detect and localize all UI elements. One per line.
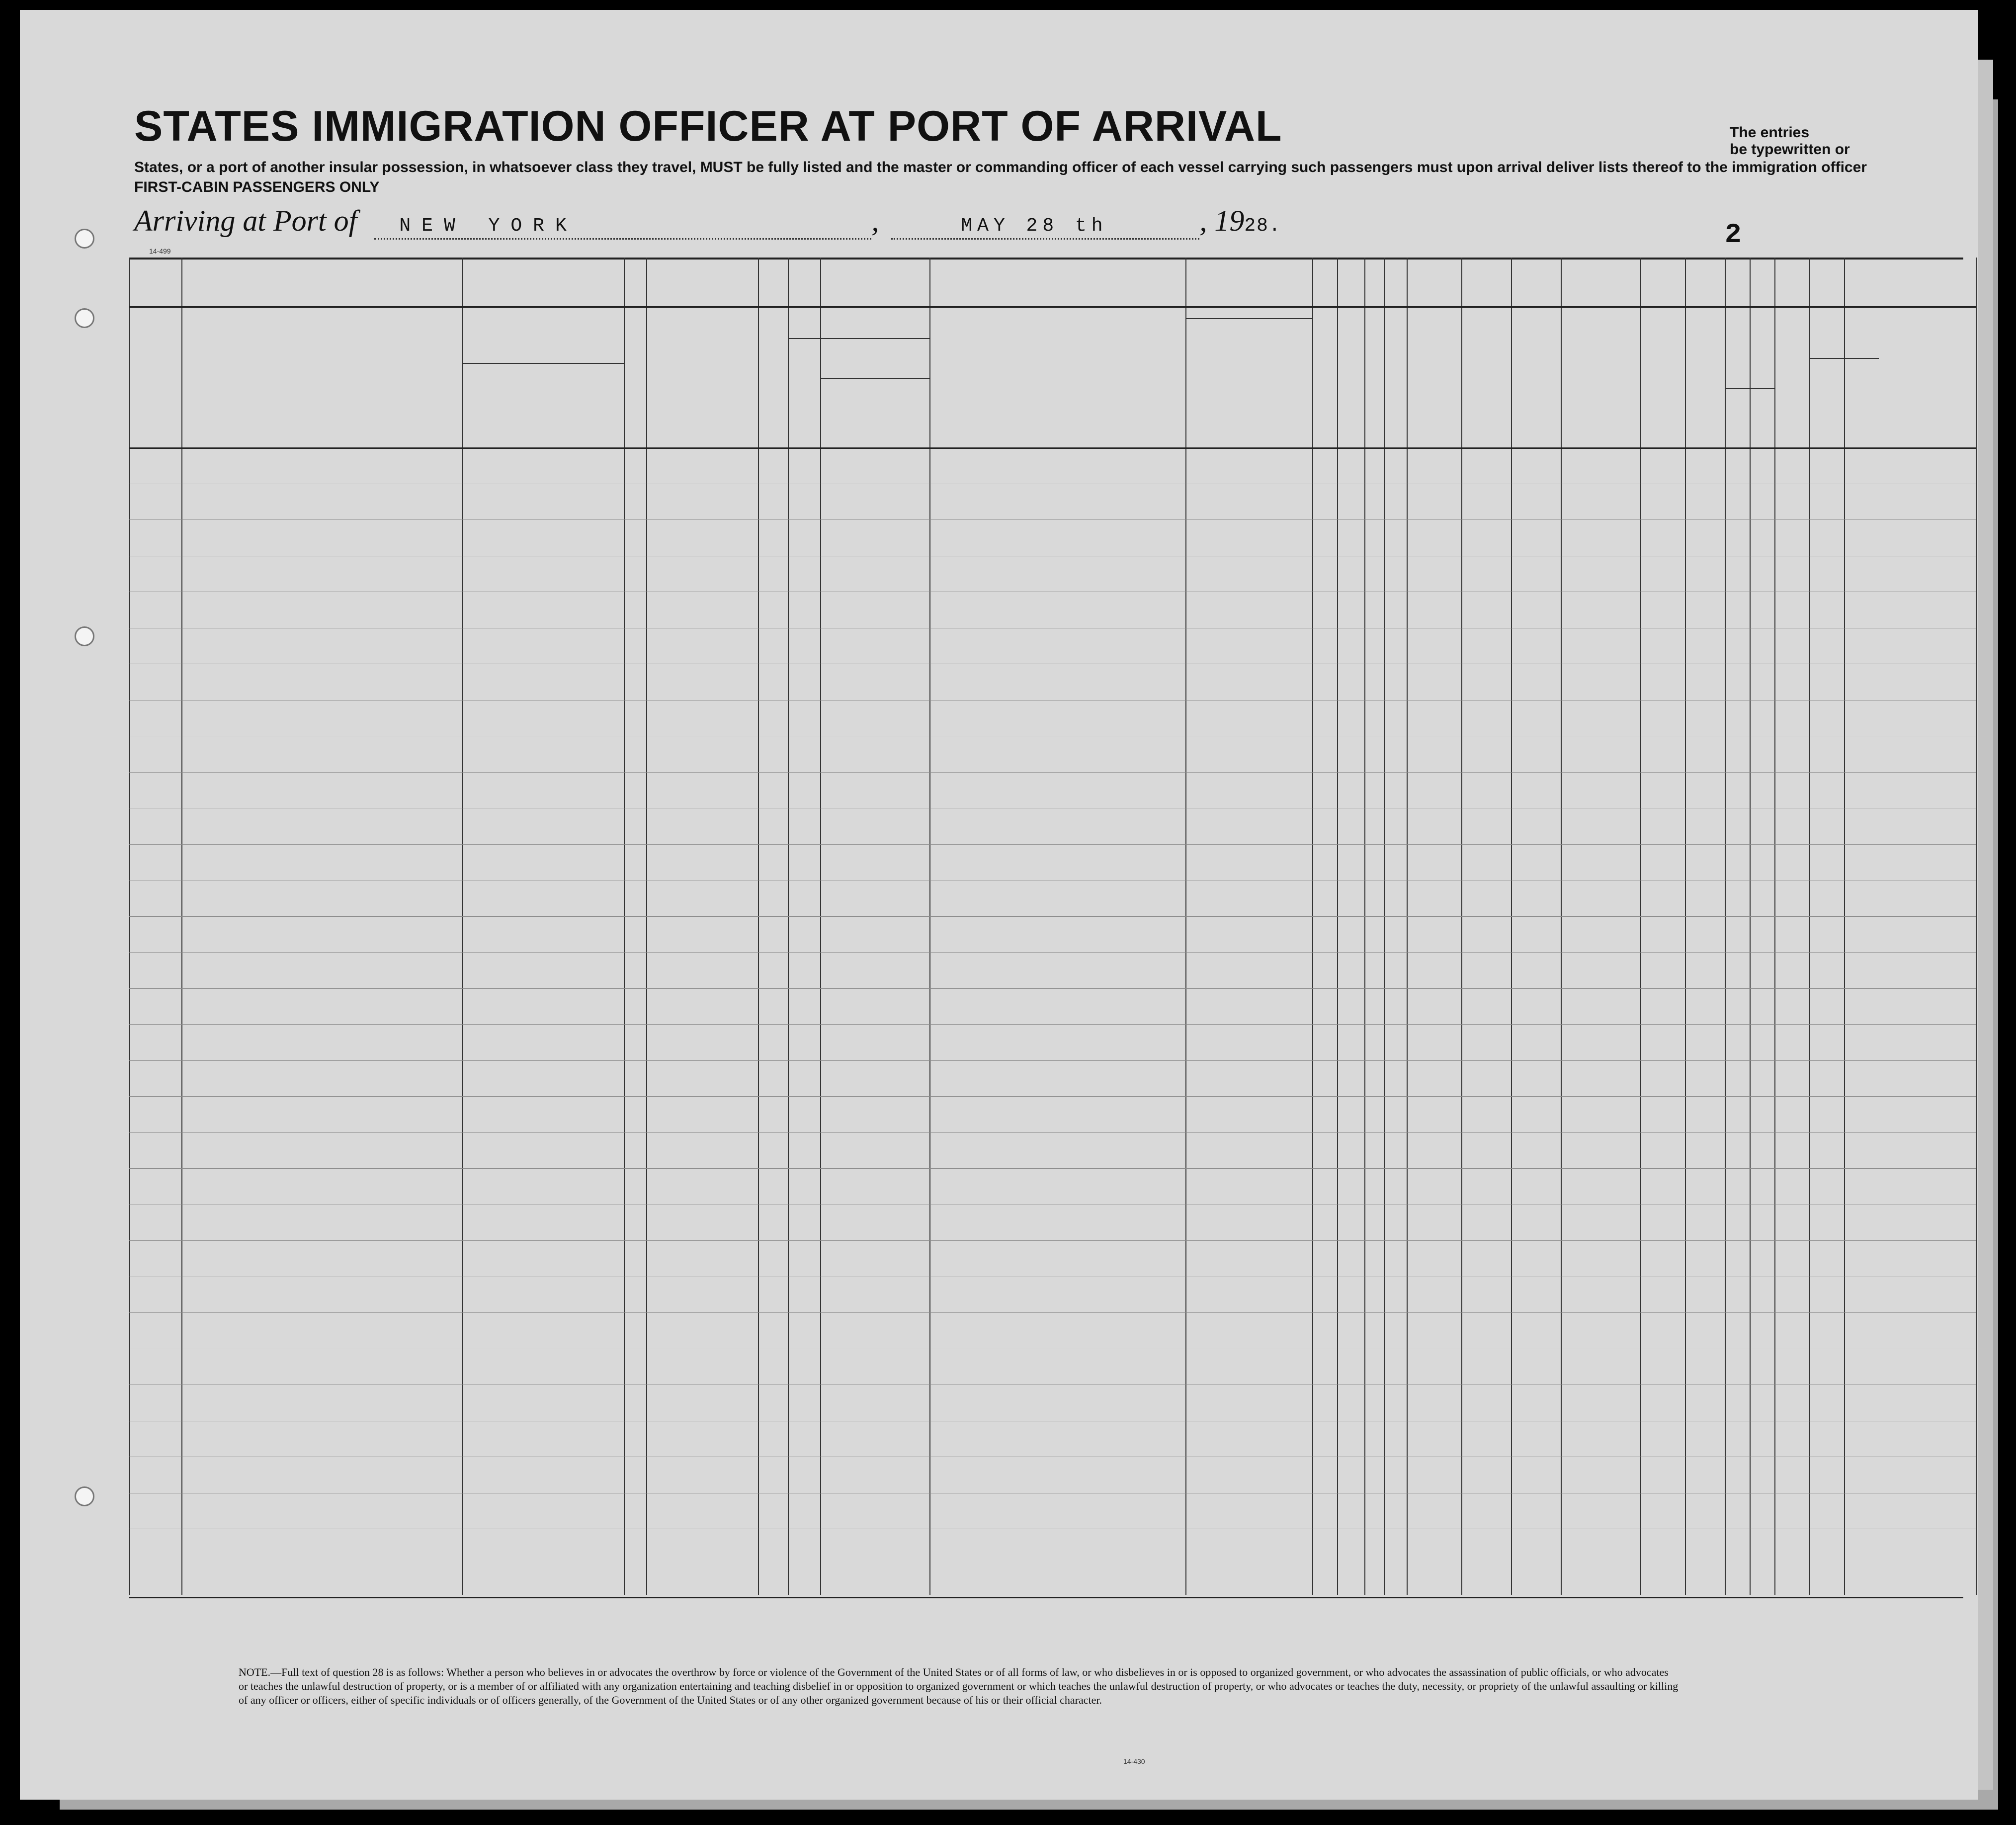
footnote: NOTE.—Full text of question 28 is as follows: Whether a person who believes in or advocates the overthrow by force or violence of the Government of the United States or of all forms of law, or who disbelieves in or is opposed to organized government, or who advocates the assassination of public officials, or who advocates or teaches the unlawful destruction of property, or is a member of or affiliated with any organization entertaining and teaching disbelief in or opposition to organized government or which teaches the unlawful destruction of property, or who advocates or teaches the duty, necessity, or propriety of the unlawful assaulting or killing of any officer or officers, either of specific individuals or of officers generally, of the Government of the United States or of any other organized government because of his or their official character. [239, 1666, 1679, 1706]
column-divider [129, 258, 130, 1595]
year-suffix: 28. [1244, 215, 1281, 237]
row-rule [129, 1312, 1976, 1313]
column-divider [1844, 258, 1845, 1595]
column-divider [820, 258, 821, 1595]
date-field [891, 204, 1199, 240]
column-divider [1976, 258, 1977, 1595]
column-divider [1461, 258, 1462, 1595]
row-rule [129, 1168, 1976, 1169]
column-divider [624, 258, 625, 1595]
form-number: 14-499 [149, 247, 171, 255]
date-value: MAY 28 th [961, 215, 1108, 237]
column-divider [1809, 258, 1810, 1595]
column-divider [1312, 258, 1313, 1595]
column-divider [1185, 258, 1186, 1595]
cabin-class: FIRST-CABIN PASSENGERS ONLY [134, 179, 380, 195]
header-subrule [1809, 358, 1879, 359]
arrival-line: Arriving at Port of NEW YORK , MAY 28 th , 1928. [134, 204, 1281, 240]
punch-hole [75, 308, 94, 328]
row-rule [129, 988, 1976, 989]
page-title: STATES IMMIGRATION OFFICER AT PORT OF ARRIVAL [134, 102, 1282, 150]
header-subrule [788, 338, 929, 339]
row-rule [129, 1096, 1976, 1097]
column-divider [1685, 258, 1686, 1595]
port-value: NEW YORK [399, 215, 578, 237]
row-rule [129, 1060, 1976, 1061]
column-divider [1384, 258, 1385, 1595]
column-divider [1640, 258, 1641, 1595]
column-divider [929, 258, 930, 1595]
column-divider [758, 258, 759, 1595]
column-divider [1750, 258, 1751, 1595]
punch-hole [75, 229, 94, 249]
page-subtitle: States, or a port of another insular possession, in whatsoever class they travel, MUST be fully listed and the master or commanding officer of each vessel carrying such passengers must upon arrival deliver lists thereof to the immigration officer [134, 159, 1867, 175]
header-subrule [820, 378, 929, 379]
column-divider [1774, 258, 1775, 1595]
column-divider [1511, 258, 1512, 1595]
row-rule [129, 952, 1976, 953]
note-line-2: be typewritten or [1730, 141, 1850, 158]
header-subrule [1725, 388, 1774, 389]
form-footer-number: 14-430 [1123, 1757, 1145, 1765]
note-line-1: The entries [1730, 124, 1810, 141]
row-rule [129, 772, 1976, 773]
punch-hole [75, 626, 94, 646]
sheet-number: 2 [1725, 219, 1742, 251]
header-bottom-rule [129, 447, 1976, 449]
manifest-table [129, 258, 1963, 1598]
column-divider [1337, 258, 1338, 1595]
column-divider [646, 258, 647, 1595]
column-divider [788, 258, 789, 1595]
header-rule [129, 306, 1976, 308]
punch-hole [75, 1486, 94, 1506]
arriving-label: Arriving at Port of [134, 204, 357, 237]
typewritten-note [1730, 124, 1850, 158]
column-divider [1407, 258, 1408, 1595]
column-divider [1561, 258, 1562, 1595]
header-subrule [1185, 318, 1312, 319]
header-subrule [462, 363, 624, 364]
row-rule [129, 1240, 1976, 1241]
port-field [374, 204, 871, 240]
year-prefix: 19 [1214, 204, 1245, 237]
row-rule [129, 916, 1976, 917]
manifest-page [20, 10, 1978, 1800]
column-divider [1725, 258, 1726, 1595]
column-divider [181, 258, 182, 1595]
row-rule [129, 1132, 1976, 1133]
column-divider [1364, 258, 1365, 1595]
row-rule [129, 844, 1976, 845]
column-divider [462, 258, 463, 1595]
row-rule [129, 1024, 1976, 1025]
